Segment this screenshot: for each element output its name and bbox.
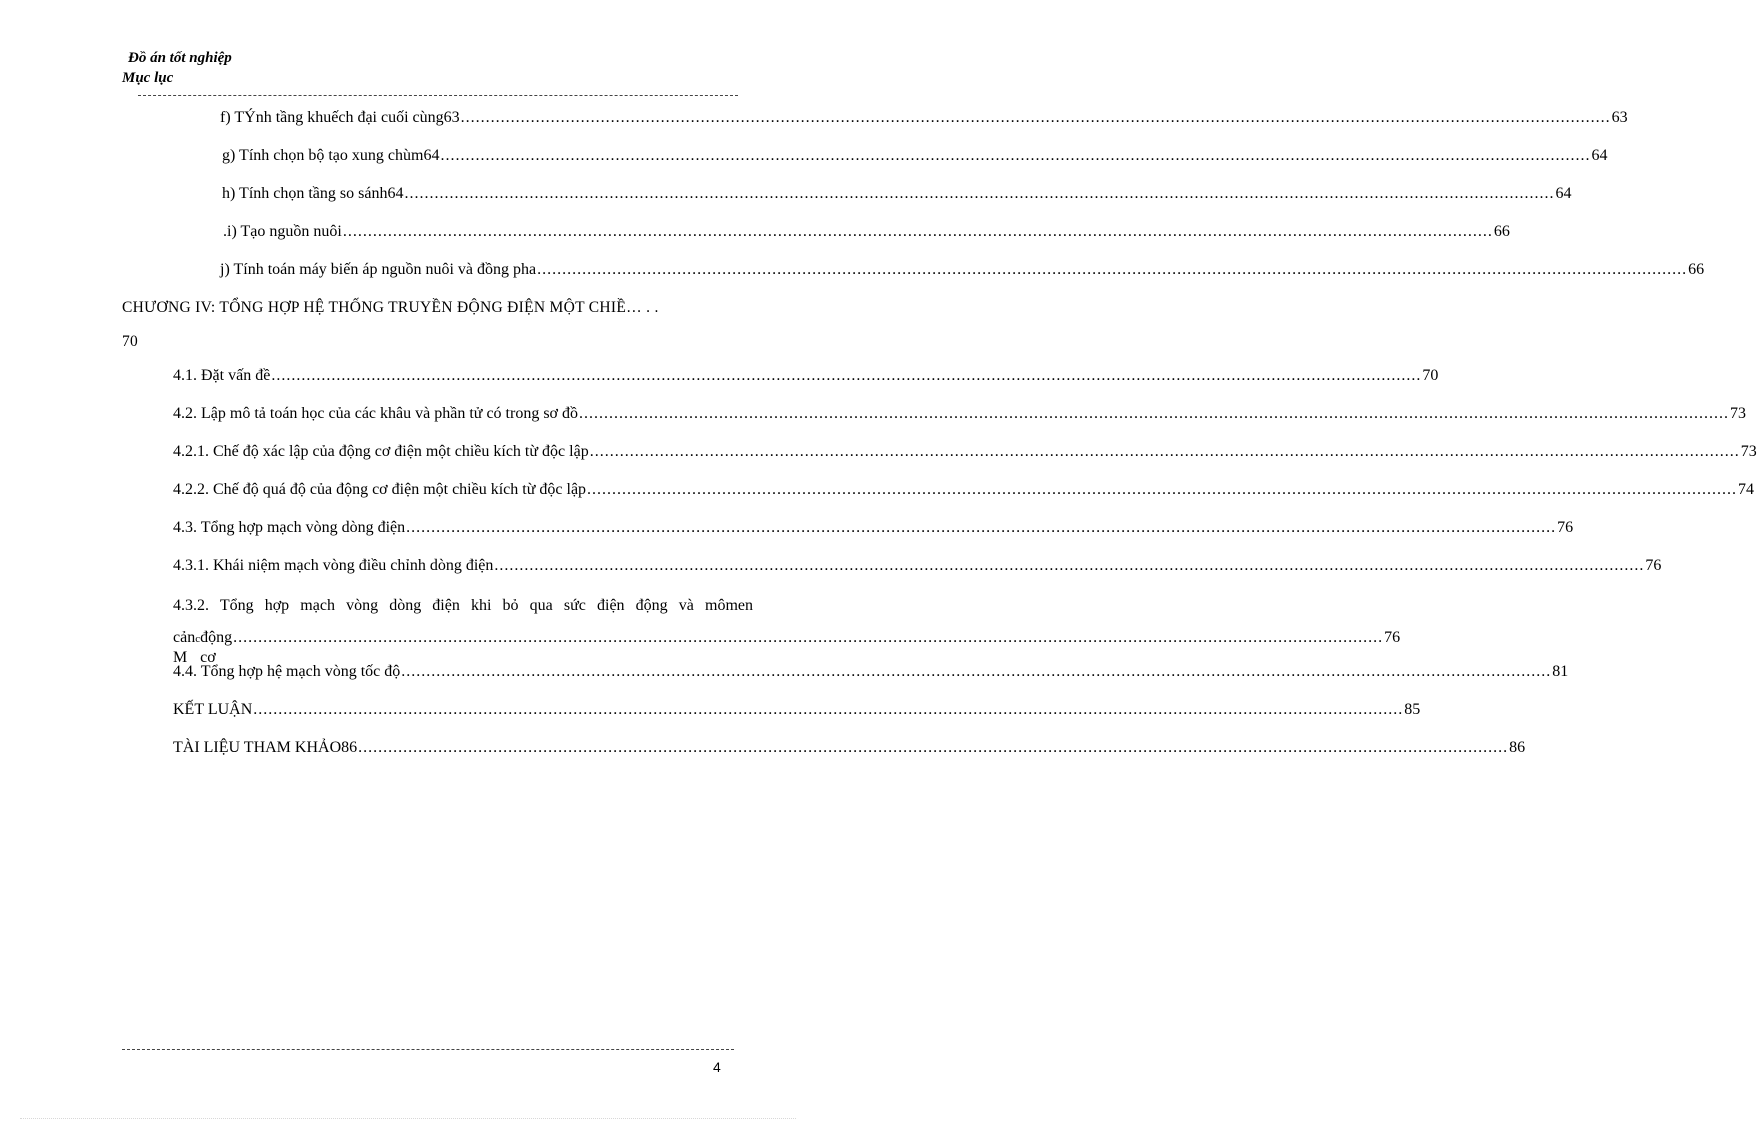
toc-page: 64 bbox=[1591, 147, 1608, 164]
toc-chapter-iv bbox=[122, 298, 752, 350]
toc-label: .i) Tạo nguồn nuôi bbox=[223, 223, 342, 240]
toc-leader: ...................................................................................................................................................................................................................................... bbox=[460, 109, 1611, 126]
toc-leader: ...................................................................................................................................................................................................................................... bbox=[406, 519, 1557, 536]
toc-entry-4-1 bbox=[173, 366, 1439, 386]
toc-page: 74 bbox=[1738, 481, 1755, 498]
toc-label: f) TÝnh tầng khuếch đại cuối cùng63 bbox=[220, 109, 460, 126]
toc-page: 70 bbox=[1422, 367, 1439, 384]
toc-leader: ...................................................................................................................................................................................................................................... bbox=[537, 261, 1688, 278]
section-title: Mục lục bbox=[122, 70, 174, 86]
toc-leader: ...................................................................................................................................................................................................................................... bbox=[358, 739, 1509, 756]
toc-entry-h bbox=[222, 184, 1572, 204]
toc-entry-f bbox=[220, 108, 1628, 128]
toc-label: KẾT LUẬN bbox=[173, 701, 253, 718]
toc-label: 4.2. Lập mô tả toán học của các khâu và phần tử có trong sơ đồ bbox=[173, 405, 579, 422]
toc-label: g) Tính chọn bộ tạo xung chùm64 bbox=[222, 147, 440, 164]
toc-entry-4-3-1 bbox=[173, 556, 1662, 576]
toc-page: 81 bbox=[1552, 663, 1569, 680]
toc-leader: ...................................................................................................................................................................................................................................... bbox=[494, 557, 1645, 574]
toc-leader: ...................................................................................................................................................................................................................................... bbox=[401, 663, 1552, 680]
toc-page: 76 bbox=[1557, 519, 1574, 536]
chapter-page: 70 bbox=[122, 333, 139, 350]
toc-leader: ...................................................................................................................................................................................................................................... bbox=[587, 481, 1738, 498]
toc-entry-g bbox=[222, 146, 1608, 166]
toc-page: 73 bbox=[1740, 443, 1757, 460]
footer-rule bbox=[122, 1049, 734, 1050]
toc-label-line2: cản M c động cơ ...................................................................................................................................................................................................................................... 76 bbox=[173, 629, 1401, 666]
toc-label: TÀI LIỆU THAM KHẢO86 bbox=[173, 739, 358, 756]
toc-leader: ...................................................................................................................................................................................................................................... bbox=[233, 629, 1384, 646]
toc-page: 86 bbox=[1509, 739, 1526, 756]
toc-page: 76 bbox=[1384, 629, 1401, 646]
toc-page: 64 bbox=[1555, 185, 1572, 202]
toc-entry-j bbox=[220, 260, 1705, 280]
toc-leader: ...................................................................................................................................................................................................................................... bbox=[253, 701, 1404, 718]
toc-page: 63 bbox=[1611, 109, 1628, 126]
toc-leader: ...................................................................................................................................................................................................................................... bbox=[404, 185, 1555, 202]
toc-label: 4.2.1. Chế độ xác lập của động cơ điện một chiều kích từ độc lập bbox=[173, 443, 589, 460]
toc-entry-4-4 bbox=[173, 662, 1569, 682]
toc-entry-i bbox=[223, 222, 1510, 242]
document-title: Đồ án tốt nghiệp bbox=[128, 50, 232, 66]
toc-leader: ...................................................................................................................................................................................................................................... bbox=[440, 147, 1591, 164]
toc-entry-tai-lieu bbox=[173, 738, 1526, 758]
toc-entry-ket-luan bbox=[173, 700, 1421, 720]
toc-leader: ...................................................................................................................................................................................................................................... bbox=[271, 367, 1422, 384]
toc-label-prefix: cản M bbox=[173, 629, 196, 666]
chapter-label: CHƯƠNG IV: TỔNG HỢP HỆ THỐNG TRUYỀN ĐỘNG ĐIỆN MỘT CHIỀ… . . bbox=[122, 299, 659, 316]
toc-page: 76 bbox=[1645, 557, 1662, 574]
toc-label: 4.2.2. Chế độ quá độ của động cơ điện một chiều kích từ độc lập bbox=[173, 481, 587, 498]
toc-label: 4.3. Tổng hợp mạch vòng dòng điện bbox=[173, 519, 406, 536]
toc-page: 73 bbox=[1730, 405, 1747, 422]
toc-entry-4-3-2 bbox=[173, 596, 1401, 666]
toc-entry-4-2 bbox=[173, 404, 1747, 424]
toc-leader: ...................................................................................................................................................................................................................................... bbox=[342, 223, 1493, 240]
toc-leader: ...................................................................................................................................................................................................................................... bbox=[579, 405, 1730, 422]
toc-leader: ...................................................................................................................................................................................................................................... bbox=[589, 443, 1740, 460]
toc-page: 85 bbox=[1404, 701, 1421, 718]
toc-label: 4.3.1. Khái niệm mạch vòng điều chỉnh dòng điện bbox=[173, 557, 494, 574]
toc-label-suffix: động cơ bbox=[200, 629, 233, 666]
toc-page: 66 bbox=[1688, 261, 1705, 278]
toc-label: 4.4. Tổng hợp hệ mạch vòng tốc độ bbox=[173, 663, 401, 680]
toc-label: h) Tính chọn tầng so sánh64 bbox=[222, 185, 404, 202]
toc-label: j) Tính toán máy biến áp nguồn nuôi và đồng pha bbox=[220, 261, 537, 278]
page-edge-dots bbox=[20, 1118, 796, 1119]
toc-entry-4-2-1 bbox=[173, 442, 1757, 462]
page-number: 4 bbox=[713, 1059, 721, 1075]
toc-label-line1: 4.3.2. Tổng hợp mạch vòng dòng điện khi bỏ qua sức điện động và mômen bbox=[173, 597, 753, 614]
toc-entry-4-2-2 bbox=[173, 480, 1755, 500]
toc-label: 4.1. Đặt vấn đề bbox=[173, 367, 271, 384]
toc-page: 66 bbox=[1493, 223, 1510, 240]
toc-entry-4-3 bbox=[173, 518, 1574, 538]
